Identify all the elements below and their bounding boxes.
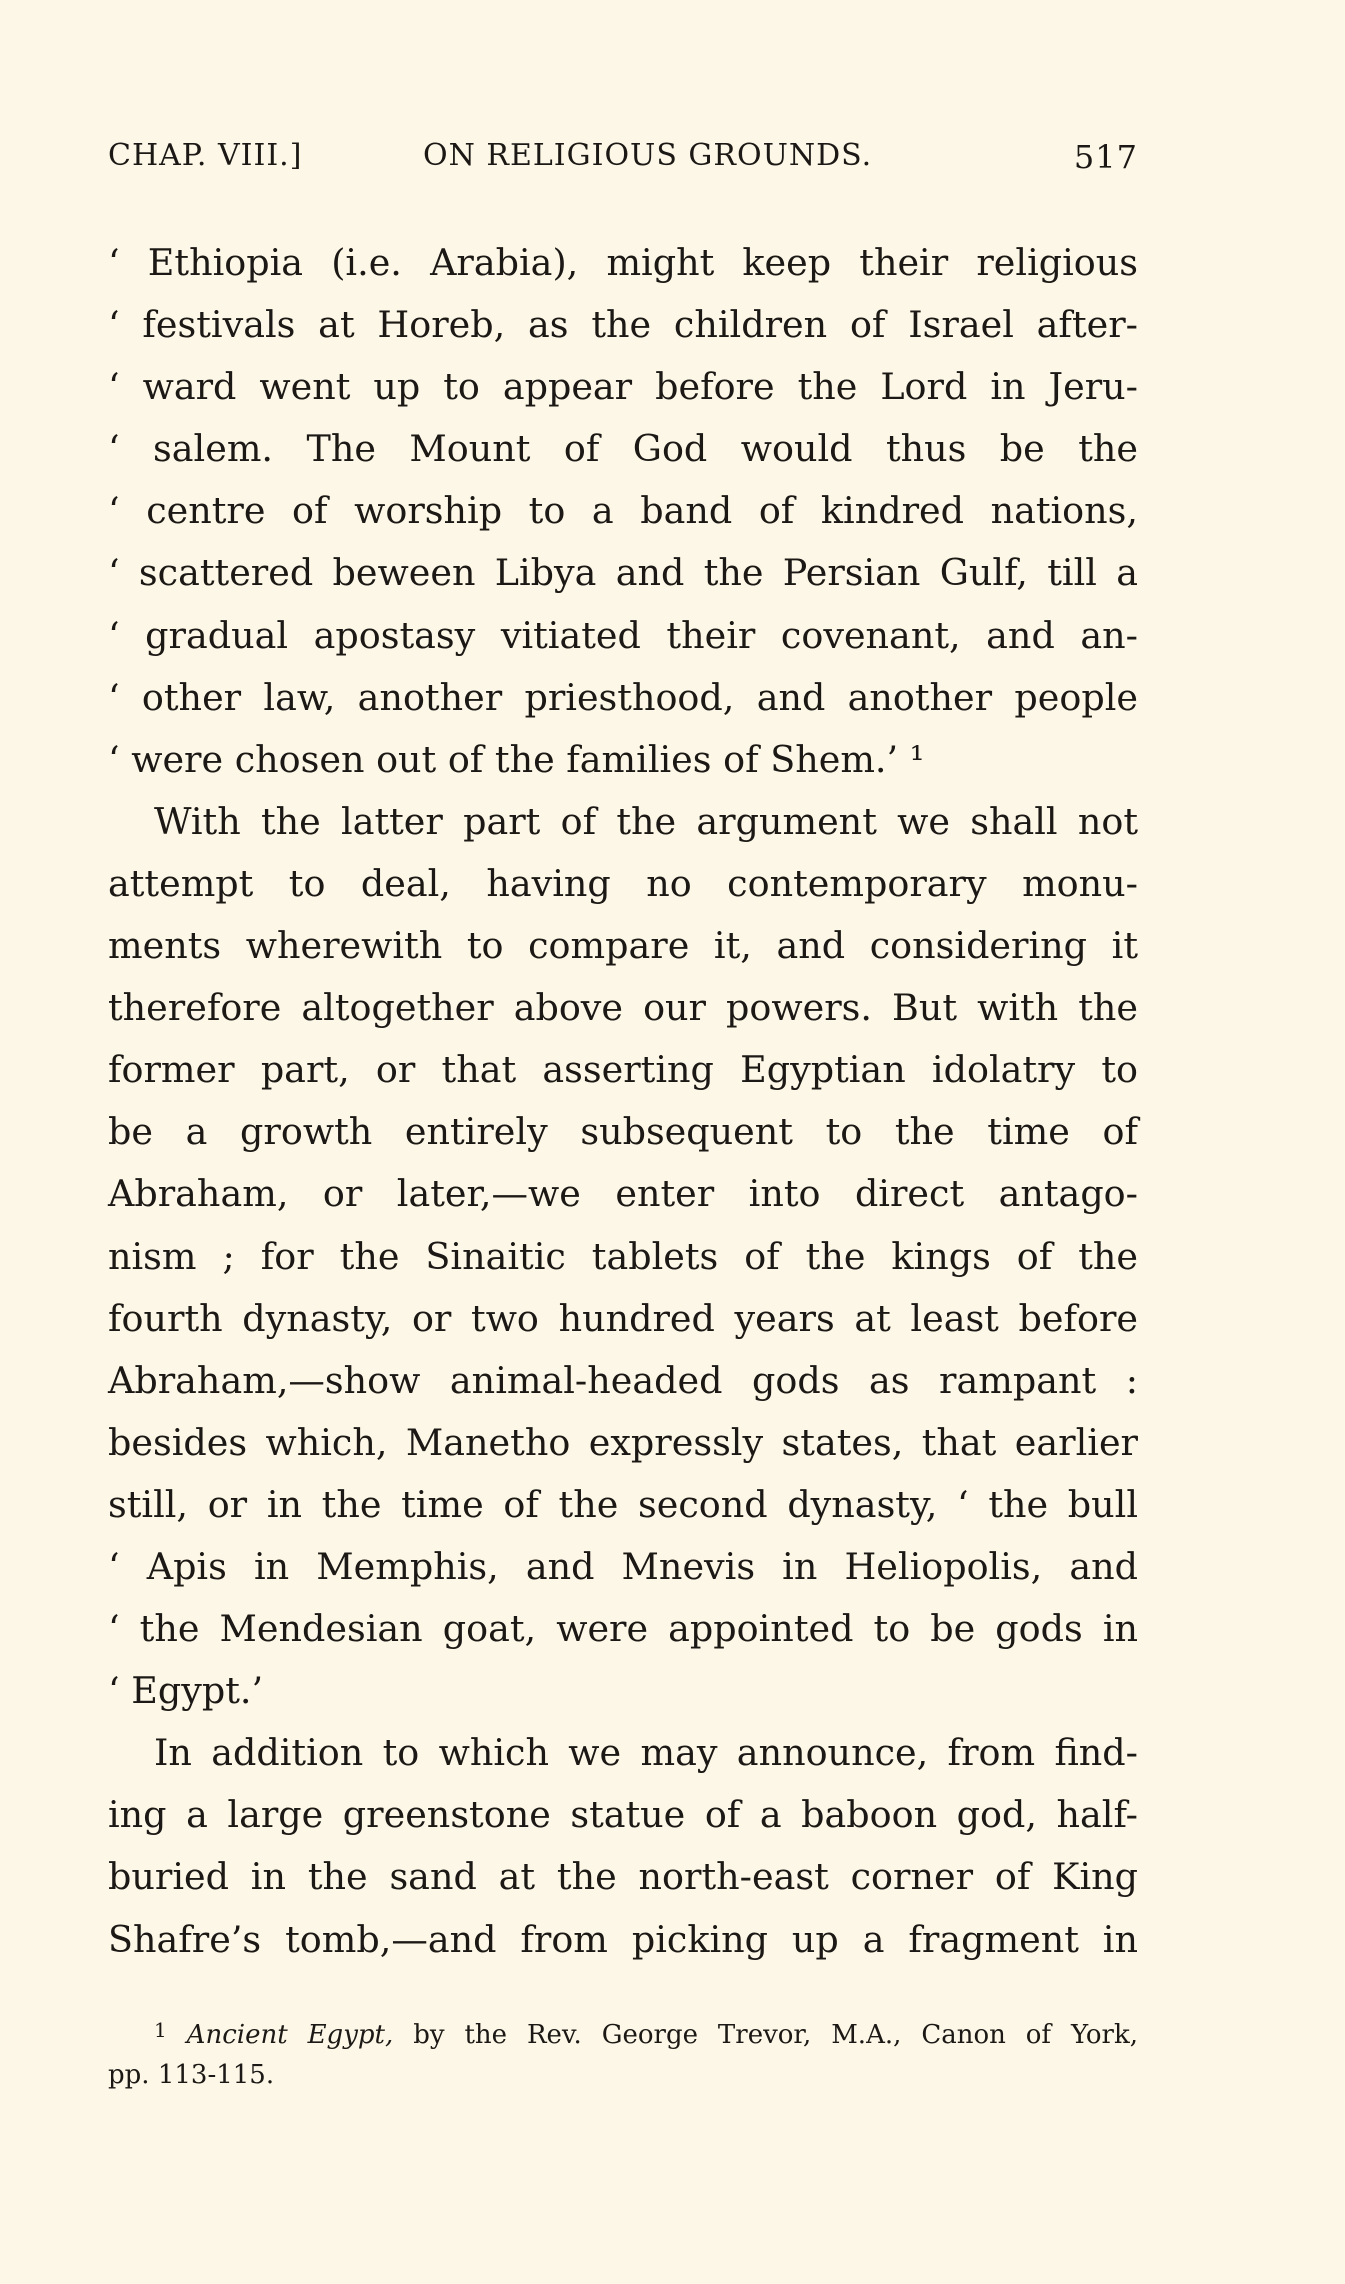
text-line: attempt to deal, having no contemporary monu- — [108, 861, 1138, 905]
text-line: ‘ the Mendesian goat, were appointed to be gods in — [108, 1607, 1138, 1651]
page-number: 517 — [1073, 138, 1138, 176]
footnote — [108, 2010, 1138, 2095]
text-line: still, or in the time of the second dynasty, ‘ the bull — [108, 1482, 1138, 1526]
text-line: ‘ Ethiopia (i.e. Arabia), might keep their religious — [108, 241, 1138, 284]
chapter-label: CHAP. VIII.] — [108, 138, 303, 173]
paragraph-start-line: In addition to which we may announce, from find- — [154, 1731, 1138, 1775]
text-line: ing a large greenstone statue of a baboon god, half- — [108, 1793, 1138, 1837]
text-line: ‘ festivals at Horeb, as the children of Israel after- — [108, 303, 1138, 347]
text-line: Shafre’s tomb,—and from picking up a fragment in — [108, 1917, 1138, 1961]
text-line: ‘ scattered beween Libya and the Persian Gulf, till a — [108, 551, 1138, 595]
footnote-marker: 1 — [154, 2018, 167, 2042]
footnote-book-title: Ancient Egypt, — [186, 2020, 394, 2050]
text-line: ‘ gradual apostasy vitiated their covenant, and an- — [108, 613, 1138, 657]
running-header — [108, 138, 1138, 188]
text-line: ‘ other law, another priesthood, and another people — [108, 675, 1138, 719]
text-line: former part, or that asserting Egyptian idolatry to — [108, 1048, 1138, 1092]
footnote-line — [108, 2010, 1138, 2055]
text-line: fourth dynasty, or two hundred years at least before — [108, 1296, 1138, 1340]
footnote-pages: pp. 113-115. — [108, 2060, 275, 2090]
body-text — [108, 232, 1138, 1971]
footnote-citation: by the Rev. George Trevor, M.A., Canon of York, — [413, 2020, 1138, 2050]
text-line: be a growth entirely subsequent to the time of — [108, 1110, 1138, 1154]
text-line: Abraham, or later,—we enter into direct antago- — [108, 1172, 1138, 1216]
text-line: ‘ ward went up to appear before the Lord in Jeru- — [108, 365, 1138, 409]
text-line: Abraham,—show animal-headed gods as rampant : — [108, 1358, 1138, 1402]
text-line: therefore altogether above our powers. But with the — [108, 986, 1138, 1030]
text-line: buried in the sand at the north-east corner of King — [108, 1855, 1138, 1899]
running-title: ON RELIGIOUS GROUNDS. — [423, 138, 873, 173]
text-line: ‘ centre of worship to a band of kindred nations, — [108, 489, 1138, 533]
text-line: ‘ salem. The Mount of God would thus be the — [108, 427, 1138, 471]
text-line: ‘ Apis in Memphis, and Mnevis in Heliopolis, and — [108, 1544, 1138, 1588]
text-line: ‘ Egypt.’ — [108, 1669, 264, 1713]
text-line: ‘ were chosen out of the families of Shem.’ ¹ — [108, 737, 925, 781]
paragraph-start-line: With the latter part of the argument we shall not — [154, 799, 1138, 843]
text-line: nism ; for the Sinaitic tablets of the kings of the — [108, 1234, 1138, 1278]
text-line: ments wherewith to compare it, and considering it — [108, 924, 1138, 968]
text-line: besides which, Manetho expressly states, that earlier — [108, 1420, 1138, 1464]
